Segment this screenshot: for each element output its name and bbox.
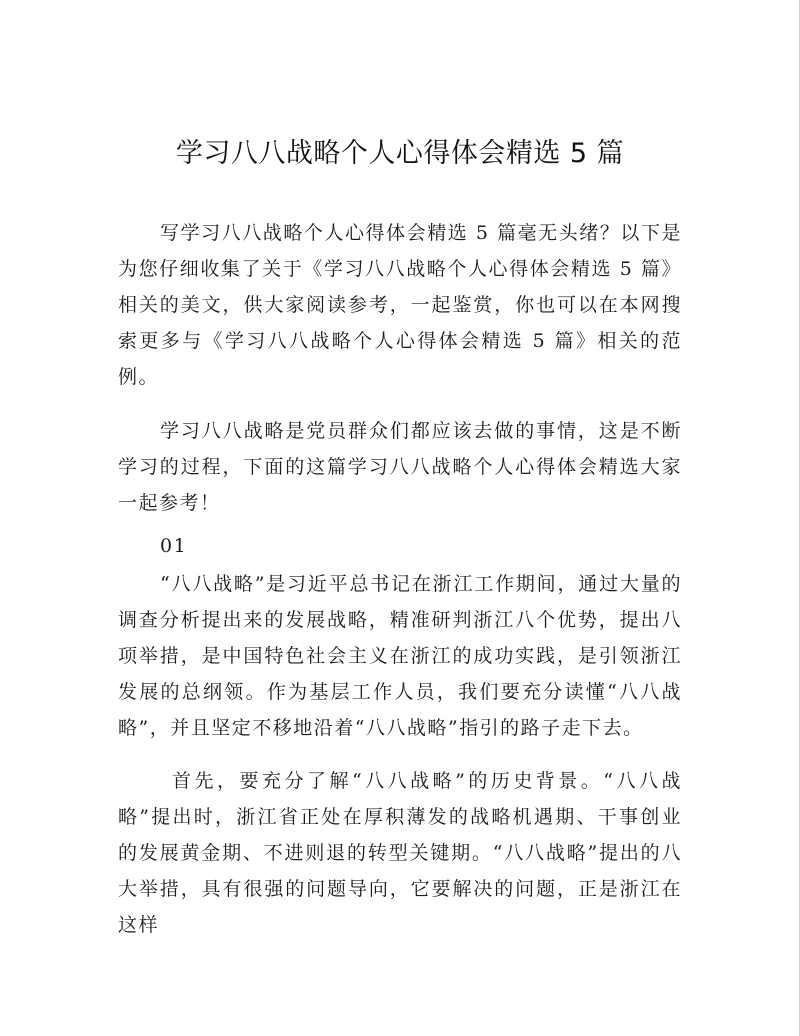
body-paragraph-2: 首先，要充分了解“八八战略”的历史背景。“八八战略”提出时，浙江省正处在厚积薄发的战略机遇期、干事创业的发展黄金期、不进则退的转型关键期。“八八战略”提出的八大举措，具有很强的问题导向，它要解决的问题，正是浙江在这样: [118, 770, 682, 936]
section-number: 01: [160, 535, 188, 557]
lead-paragraph: 学习八八战略是党员群众们都应该去做的事情，这是不断学习的过程，下面的这篇学习八八战略个人心得体会精选大家一起参考！: [118, 420, 682, 514]
intro-paragraph: 写学习八八战略个人心得体会精选 5 篇毫无头绪？以下是为您仔细收集了关于《学习八八战略个人心得体会精选 5 篇》相关的美文，供大家阅读参考，一起鉴赏，你也可以在本网搜索更多与《学习八八战略个人心得体会精选 5 篇》相关的范例。: [118, 222, 682, 388]
document-title: 学习八八战略个人心得体会精选 5 篇: [175, 138, 625, 169]
body-paragraph-1: “八八战略”是习近平总书记在浙江工作期间，通过大量的调查分析提出来的发展战略，精准研判浙江八个优势，提出八项举措，是中国特色社会主义在浙江的成功实践，是引领浙江发展的总纲领。作为基层工作人员，我们要充分读懂“八八战略”，并且坚定不移地沿着“八八战略”指引的路子走下去。: [118, 573, 682, 739]
